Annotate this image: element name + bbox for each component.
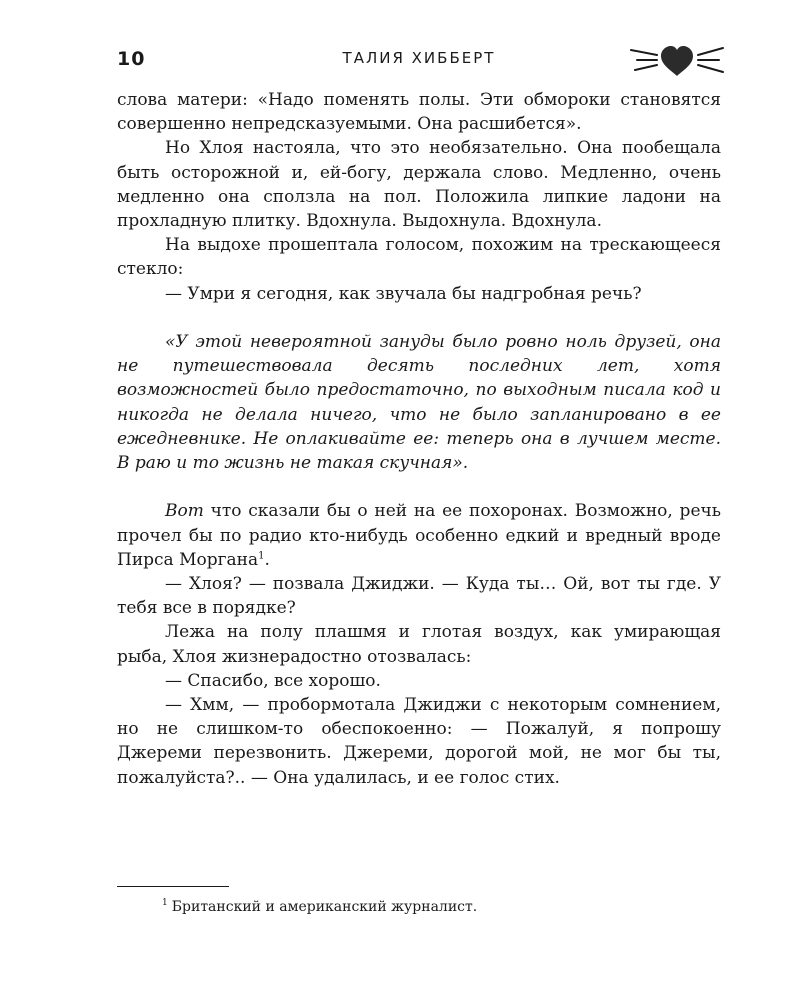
spacer bbox=[117, 306, 721, 330]
paragraph: Лежа на полу плашмя и глотая воздух, как умирающая рыба, Хлоя жизнерадостно отозвалась: bbox=[117, 622, 721, 667]
paragraph: Но Хлоя настояла, что это необязательно. Она пообещала быть осторожной и, ей-богу, держала слово. Медленно, очень медленно она сползла на пол. Положила липкие ладони на прохладную плитку. Вдохнула. Выдохнула. Вдохнула. bbox=[117, 138, 721, 232]
footnote-text: Британский и американский журналист. bbox=[171, 899, 478, 915]
paragraph-tail: . bbox=[264, 549, 270, 570]
paragraph: — Спасибо, все хорошо. bbox=[165, 670, 381, 691]
footnote-divider bbox=[117, 886, 229, 887]
footnote bbox=[162, 897, 722, 917]
paragraph: — Хмм, — пробормотала Джиджи с некоторым сомнением, но не слишком-то обеспокоенно: — Пожалуй, я попрошу Джереми перезвонить. Джереми, дорогой мой, не мог бы ты, пожалуйста?.. — Она удалилась, и ее голос стих. bbox=[117, 695, 721, 788]
paragraph bbox=[117, 499, 721, 572]
paragraph: На выдохе прошептала голосом, похожим на трескающееся стекло: bbox=[117, 235, 721, 280]
running-head: ТАЛИЯ ХИББЕРТ bbox=[342, 49, 496, 67]
paragraph: — Умри я сегодня, как звучала бы надгробная речь? bbox=[165, 283, 642, 304]
page-number: 10 bbox=[117, 48, 146, 70]
footnote-reference: 1 bbox=[258, 550, 265, 562]
epitaph-paragraph: «У этой невероятной зануды было ровно ноль друзей, она не путешествовала десять последних лет, хотя возможностей было предостаточно, по выходным писала код и никогда не делала ничего, что не было запланировано в ее ежедневнике. Не оплакивайте ее: теперь она в лучшем месте. В раю и то жизнь не такая скучная». bbox=[117, 332, 721, 474]
paragraph: — Хлоя? — позвала Джиджи. — Куда ты… Ой, вот ты где. У тебя все в порядке? bbox=[117, 574, 721, 619]
paragraph-text: что сказали бы о ней на ее похоронах. Возможно, речь прочел бы по радио кто-нибудь особенно едкий и вредный вроде Пирса Моргана bbox=[117, 501, 721, 570]
emphasis: Вот bbox=[165, 501, 204, 522]
body-text bbox=[117, 88, 721, 790]
spacer bbox=[117, 475, 721, 499]
page-header bbox=[117, 44, 721, 78]
heart-ornament-icon bbox=[627, 40, 727, 84]
footnote-marker: 1 bbox=[162, 898, 168, 909]
paragraph: слова матери: «Надо поменять полы. Эти обмороки становятся совершенно непредсказуемыми. Она расшибется». bbox=[117, 90, 721, 135]
